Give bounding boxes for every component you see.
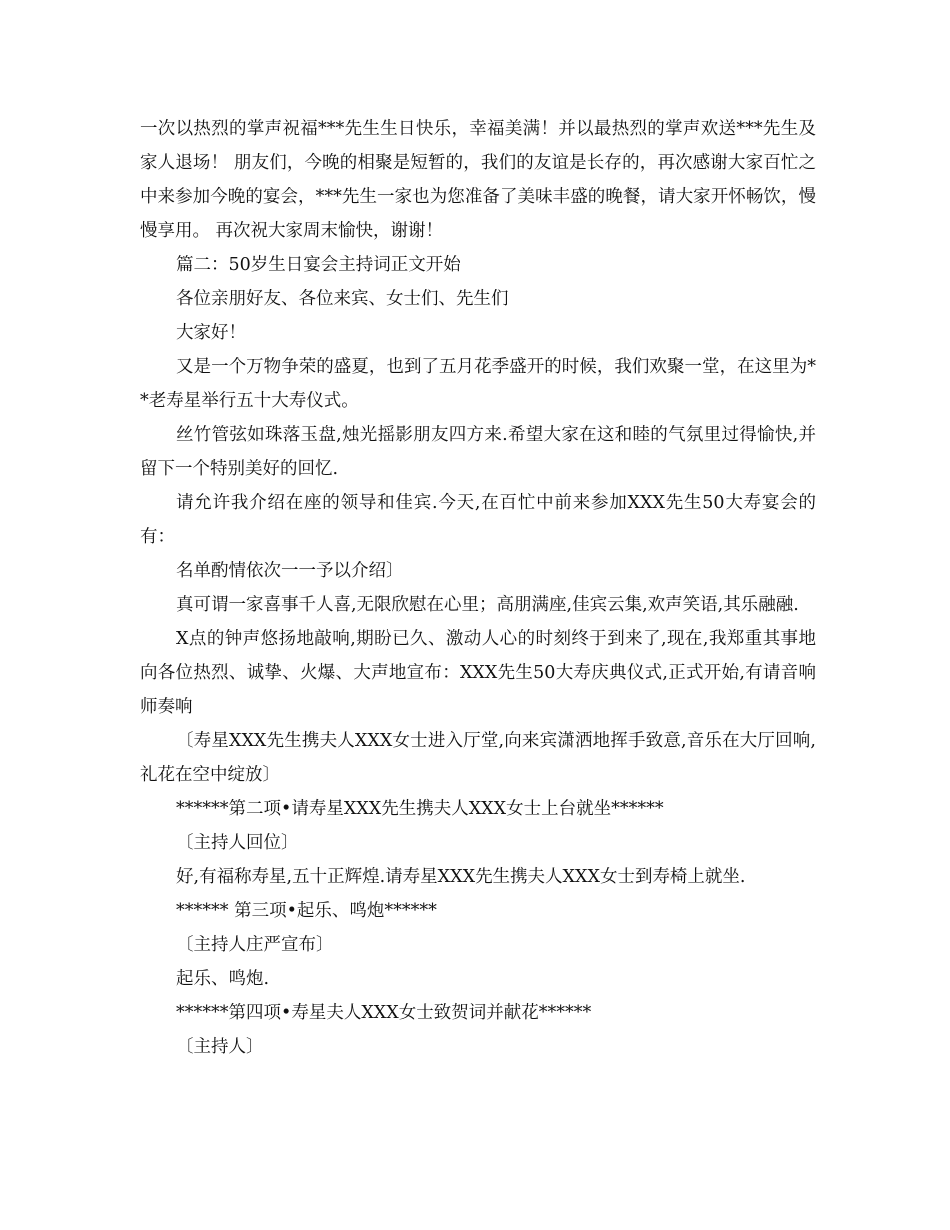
paragraph-opening: 又是一个万物争荣的盛夏，也到了五月花季盛开的时候，我们欢聚一堂，在这里为**老寿星举行五十大寿仪式。 <box>140 357 816 411</box>
paragraph-celebration: 真可谓一家喜事千人喜,无限欣慰在心里；高朋满座,佳宾云集,欢声笑语,其乐融融. <box>176 595 799 615</box>
paragraph-host-announce: 〔主持人庄严宣布〕 <box>176 935 334 955</box>
document-body <box>140 112 816 1064</box>
paragraph-item-two: ******第二项•请寿星XXX先生携夫人XXX女士上台就坐****** <box>176 799 664 819</box>
paragraph-greeting-guests: 各位亲朋好友、各位来宾、女士们、先生们 <box>176 289 509 309</box>
paragraph-host-return: 〔主持人回位〕 <box>176 833 299 853</box>
paragraph-item-four: ******第四项•寿星夫人XXX女士致贺词并献花****** <box>176 1003 592 1023</box>
paragraph-hello: 大家好！ <box>176 323 246 343</box>
paragraph-stage-direction-enter: 〔寿星XXX先生携夫人XXX女士进入厅堂,向来宾潇洒地挥手致意,音乐在大厅回响,礼花在空中绽放〕 <box>140 731 816 785</box>
paragraph-atmosphere: 丝竹管弦如珠落玉盘,烛光摇影朋友四方来.希望大家在这和睦的气氛里过得愉快,并留下一个特别美好的回忆. <box>140 425 816 479</box>
paragraph-ceremony-start: X点的钟声悠扬地敲响,期盼已久、激动人心的时刻终于到来了,现在,我郑重其事地向各位热烈、诚挚、火爆、大声地宣布：XXX先生50大寿庆典仪式,正式开始,有请音响师奏响 <box>140 629 816 717</box>
paragraph-closing-remarks: 一次以热烈的掌声祝福***先生生日快乐，幸福美满！并以最热烈的掌声欢送***先生及家人退场！ 朋友们，今晚的相聚是短暂的，我们的友谊是长存的，再次感谢大家百忙之中来参加今晚的宴会，***先生一家也为您准备了美味丰盛的晚餐，请大家开怀畅饮，慢慢享用。 再次祝大家周末愉快，谢谢！ <box>140 119 816 241</box>
paragraph-seating: 好,有福称寿星,五十正辉煌.请寿星XXX先生携夫人XXX女士到寿椅上就坐. <box>176 867 746 887</box>
paragraph-section-title: 篇二：50岁生日宴会主持词正文开始 <box>176 255 461 275</box>
paragraph-introduce-guests: 请允许我介绍在座的领导和佳宾.今天,在百忙中前来参加XXX先生50大寿宴会的有： <box>140 493 816 547</box>
paragraph-item-three: ****** 第三项•起乐、鸣炮****** <box>176 901 437 921</box>
paragraph-music-firecrackers: 起乐、鸣炮. <box>176 969 270 989</box>
paragraph-name-list-note: 名单酌情依次一一予以介绍〕 <box>176 561 404 581</box>
paragraph-host: 〔主持人〕 <box>176 1037 264 1057</box>
